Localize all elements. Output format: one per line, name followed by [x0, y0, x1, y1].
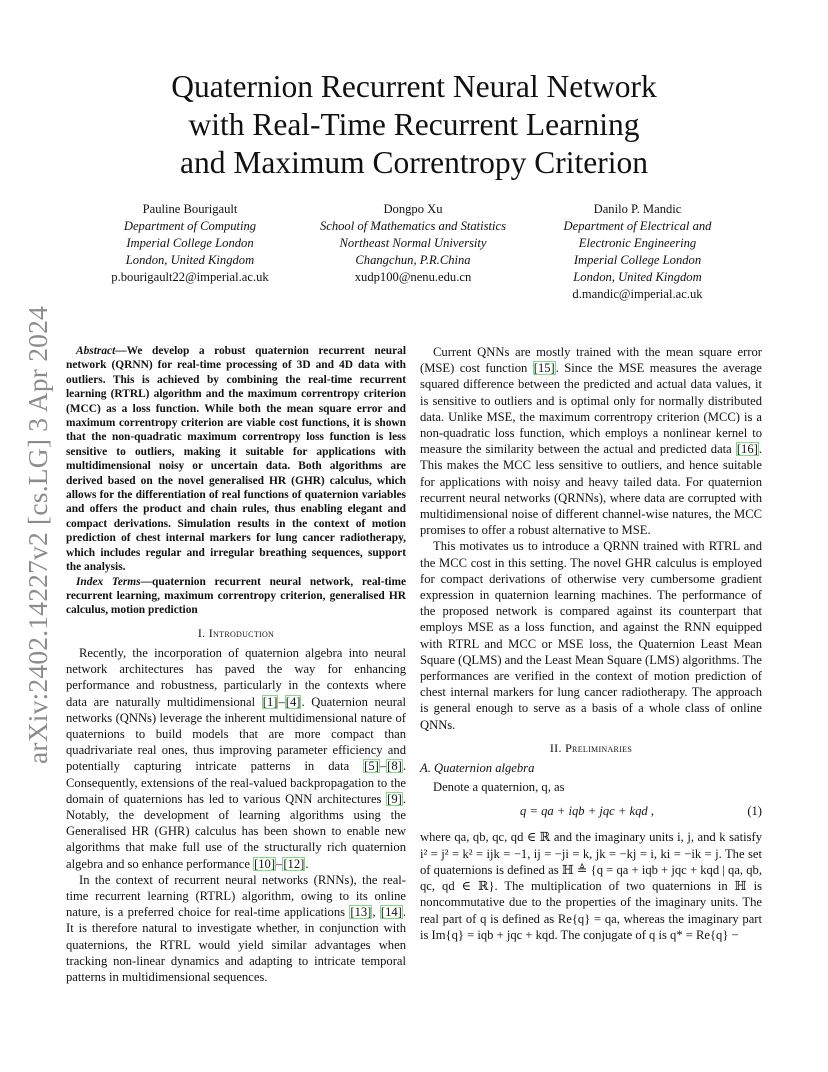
author-name: Danilo P. Mandic — [593, 202, 682, 216]
author-affiliation: London, United Kingdom — [125, 253, 255, 267]
citation-link[interactable]: [14] — [380, 905, 402, 920]
equation-number: (1) — [747, 804, 762, 819]
author-email: p.bourigault22@imperial.ac.uk — [111, 270, 269, 284]
body-paragraph: Denote a quaternion, q, as — [433, 780, 565, 795]
equation: q = qa + iqb + jqc + kqd , — [520, 804, 655, 819]
citation-link[interactable]: [1] — [262, 694, 278, 709]
author-email: d.mandic@imperial.ac.uk — [572, 287, 703, 301]
author-affiliation: Northeast Normal University — [339, 236, 487, 250]
author-email: xudp100@nenu.edu.cn — [354, 270, 472, 284]
title-line: Quaternion Recurrent Neural Network — [171, 69, 657, 104]
section-heading: II. Preliminaries — [549, 740, 633, 755]
author-name: Pauline Bourigault — [142, 202, 238, 216]
author-affiliation: Changchun, P.R.China — [355, 253, 471, 267]
index-terms-text: —quaternion recurrent neural network, real-time recurrent learning, maximum correntropy criterion, generalised HR calculus, motion prediction — [66, 575, 406, 617]
paper-title — [100, 68, 728, 182]
citation-link[interactable]: [13] — [350, 905, 372, 920]
abstract-lead: Abstract — [76, 345, 116, 357]
body-paragraph: where qa, qb, qc, qd ∈ ℝ and the imaginary units i, j, and k satisfy i² = j² = k² = ijk = −1, ij = −ji = k, jk = −kj = i, ki = −ik = j. The set of quaternions is defined as ℍ ≜ {q = qa + iqb + jqc + kqd | qa, qb, qc, qd ∈ ℝ}. The multiplication of two quaternions in ℍ is noncommutative due to the properties of the imaginary units. The real part of q is defined as Re{q} = qa, whereas the imaginary part is Im{q} = iqb + jqc + kqd. The conjugate of q is q* = Re{q} − — [420, 830, 762, 942]
equation-row — [420, 795, 762, 829]
author-name: Dongpo Xu — [383, 202, 443, 216]
index-terms-lead: Index Terms — [76, 575, 141, 588]
citation-link[interactable]: [4] — [285, 694, 301, 709]
citation-link[interactable]: [8] — [387, 759, 402, 774]
citation-link[interactable]: [16] — [736, 442, 758, 457]
author-affiliation: London, United Kingdom — [573, 270, 702, 284]
subsection-heading: A. Quaternion algebra — [420, 761, 535, 776]
body-paragraph: This motivates us to introduce a QRNN trained with RTRL and the MCC cost in this setting. The novel GHR calculus is employed for compact derivations of otherwise very cumbersome gradient expression in quaternion learning machines. The performance of the proposed network is compared against its counterpart that employs MSE as a loss function, and against the RNN equipped with RTRL and MCC or MSE loss, the Quaternion Least Mean Square (QLMS) and the Least Mean Square (LMS) algorithms. The performances are verified in the context of motion prediction of chest internal markers for lung cancer radiotherapy. The approach is general enough to serve as a basis of a whole class of online QNNs. — [420, 539, 762, 732]
author-affiliation: Electronic Engineering — [578, 236, 697, 250]
title-line: and Maximum Correntropy Criterion — [179, 145, 649, 180]
intro-paragraph: Recently, the incorporation of quaternion algebra into neural network architectures has paved the way for enhancing performance and robustness, particularly in the contexts where data are naturally multidimensional [1]–[4]. Quaternion neural networks (QNNs) leverage the inherent multidimensional nature of quaternions to build models that are more compact than quadrivariate real ones, thus improving parameter efficiency and potentially capturing intricate patterns in data [5]–[8]. Consequently, extensions of the real-valued backpropagation to the domain of quaternions has led to various QNN architectures [9]. Notably, the development of learning algorithms using the Generalised HR (GHR) calculus has been shown to enable new algorithms that make full use of the structurally rich quaternion algebra and so enhance performance [10]–[12]. — [66, 645, 406, 871]
author-affiliation: Department of Electrical and — [563, 219, 712, 233]
author-block — [95, 201, 285, 286]
citation-link[interactable]: [10] — [254, 856, 276, 871]
section-heading: I. Introduction — [197, 625, 275, 640]
abstract-text: —We develop a robust quaternion recurrent neural network (QRNN) for real-time processing of 3D and 4D data with outliers. This is achieved by combining the real-time recurrent learning (RTRL) algorithm and the maximum correntropy criterion (MCC) as a loss function. While both the mean square error and maximum correntropy criterion are viable cost functions, it is shown that the non-quadratic maximum correntropy loss function is less sensitive to outliers, making it suitable for applications with multidimensional noisy or uncertain data. Both algorithms are derived based on the novel generalised HR (GHR) calculus, which allows for the differentiation of real functions of quaternion variables and offers the product and chain rules, thus enabling elegant and compact derivations. Simulation results in the context of motion prediction of chest internal markers for lung cancer radiotherapy, which includes regular and irregular breathing sequences, support the analysis. — [66, 345, 406, 574]
author-block — [297, 201, 529, 286]
index-terms — [66, 575, 406, 618]
author-block — [540, 201, 735, 303]
right-column — [420, 344, 762, 943]
title-line: with Real-Time Recurrent Learning — [188, 107, 640, 142]
author-affiliation: Imperial College London — [126, 236, 254, 250]
citation-link[interactable]: [9] — [387, 791, 402, 806]
author-affiliation: School of Mathematics and Statistics — [319, 219, 507, 233]
citation-link[interactable]: [12] — [283, 856, 305, 871]
intro-paragraph: In the context of recurrent neural networks (RNNs), the real-time recurrent learning (RTRL) algorithm, owing to its online nature, is a preferred choice for real-time applications [13], [14]. It is therefore natural to investigate whether, in conjunction with quaternions, the RTRL would yield similar advantages when tracking non-linear dynamics and adapting to intricate temporal patterns in multidimensional sequences. — [66, 872, 407, 984]
citation-link[interactable]: [15] — [533, 361, 555, 376]
left-column — [66, 344, 406, 985]
citation-link[interactable]: [5] — [364, 759, 379, 774]
abstract — [66, 344, 406, 575]
arxiv-identifier: arXiv:2402.14227v2 [cs.LG] 3 Apr 2024 — [22, 305, 53, 765]
author-affiliation: Department of Computing — [123, 219, 257, 233]
body-paragraph: Current QNNs are mostly trained with the mean square error (MSE) cost function [15]. Since the MSE measures the average squared difference between the predicted and actual data values, it is sensitive to outliers and is optimal only for normally distributed data. Unlike MSE, the maximum correntropy criterion (MCC) is a non-quadratic loss function, which employs a nonlinear kernel to measure the similarity between the actual and predicted data [16]. This makes the MCC less sensitive to outliers, and hence suitable for applications with noisy and heavy tailed data. For quaternion recurrent neural networks (QRNNs), where data are corrupted with multidimensional noise of different channel-wise natures, the MCC promises to offer a robust alternative to MSE. — [420, 345, 762, 538]
author-affiliation: Imperial College London — [573, 253, 702, 267]
